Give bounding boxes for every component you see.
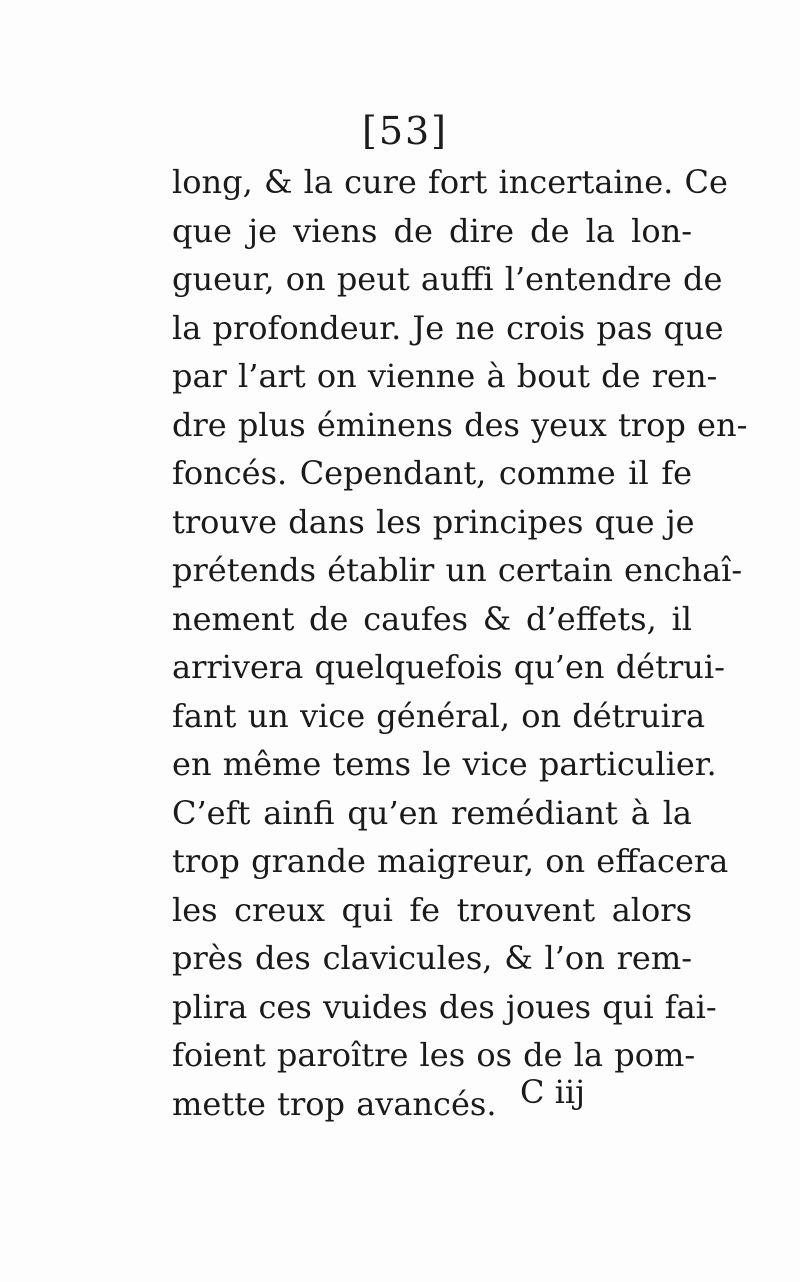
text-line: que je viens de dire de la lon- (172, 211, 692, 250)
text-line: fant un vice général, on détruira (172, 696, 706, 735)
text-line: en même tems le vice particulier. (172, 745, 717, 783)
text-line: long, & la cure fort incertaine. Ce (172, 163, 728, 201)
text-line: gueur, on peut auffi l’entendre de (172, 260, 723, 298)
text-line: foient paroître les os de la pom- (172, 1036, 696, 1074)
text-line: foncés. Cependant, comme il fe (172, 454, 692, 492)
text-line: par l’art on vienne à bout de ren- (172, 357, 718, 395)
signature-mark: C iij (520, 1073, 586, 1111)
text-line: prétends établir un certain enchaî- (172, 551, 743, 589)
text-line: dre plus éminens des yeux trop en- (172, 405, 748, 444)
text-line: mette trop avancés. (172, 1084, 497, 1123)
text-line: la profondeur. Je ne crois pas que (172, 308, 724, 347)
text-line: C’eft ainfi qu’en remédiant à la (172, 793, 692, 832)
body-text (172, 158, 748, 1128)
text-line: nement de caufes & d’effets, il (172, 599, 692, 638)
text-line: les creux qui fe trouvent alors (172, 890, 692, 929)
text-line: plira ces vuides des joues qui fai- (172, 987, 717, 1026)
text-line: trouve dans les principes que je (172, 502, 695, 541)
text-line: trop grande maigreur, on effacera (172, 842, 729, 880)
page-number: [53] (362, 109, 449, 153)
text-line: près des clavicules, & l’on rem- (172, 939, 692, 977)
text-line: arrivera quelquefois qu’en détrui- (172, 648, 725, 686)
